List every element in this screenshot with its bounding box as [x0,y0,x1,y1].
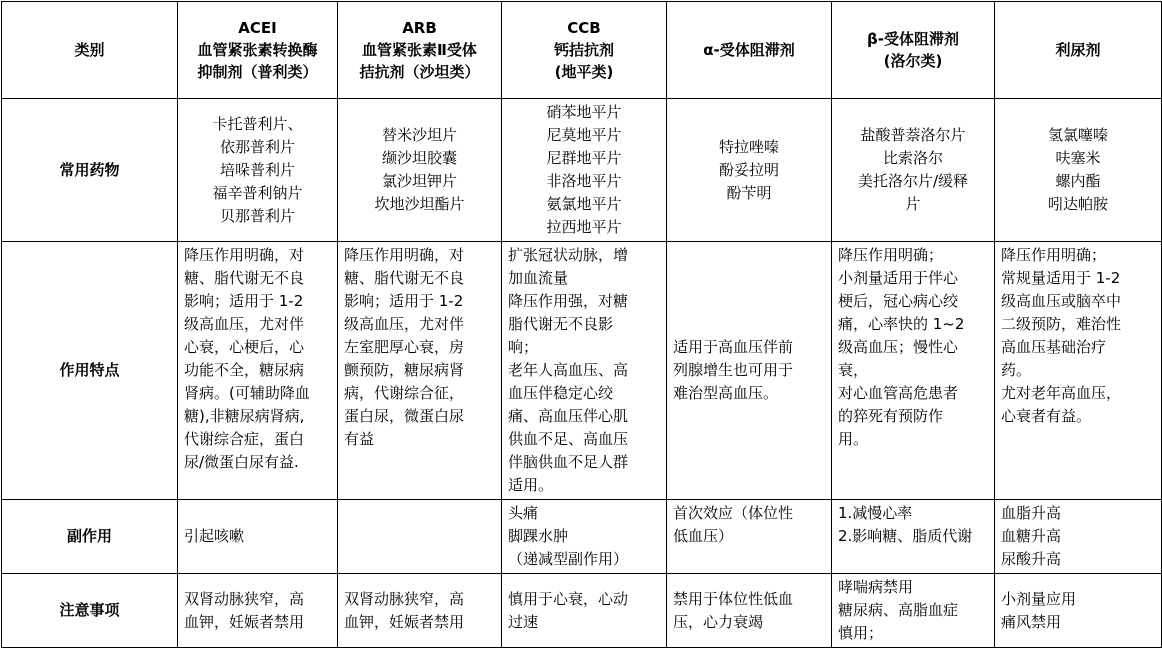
col-header-acei: ACEI 血管紧张素转换酶 抑制剂（普利类） [178,2,338,99]
features-arb: 降压作用明确，对 糖、脂代谢无不良 影响；适用于 1-2 级高血压，尤对伴 左室肥厚心衰，房 颤预防，糖尿病肾 病，代谢综合征， 蛋白尿，微蛋白尿 有益 [338,242,502,500]
precautions-diuretic: 小剂量应用 痛风禁用 [995,574,1162,648]
row-common-drugs [2,99,1162,242]
common-drugs-acei: 卡托普利片、 依那普利片 培哚普利片 福辛普利钠片 贝那普利片 [178,99,338,242]
row-label-common-drugs: 常用药物 [2,99,178,242]
row-side-effects [2,500,1162,574]
header-row [2,2,1162,99]
precautions-acei: 双肾动脉狭窄，高 血钾，妊娠者禁用 [178,574,338,648]
row-features [2,242,1162,500]
side-effects-arb [338,500,502,574]
common-drugs-beta-blocker: 盐酸普萘洛尔片 比索洛尔 美托洛尔片/缓释 片 [832,99,995,242]
common-drugs-diuretic: 氢氯噻嗪 呋塞米 螺内酯 吲达帕胺 [995,99,1162,242]
antihypertensive-drug-table [1,1,1162,648]
row-label-side-effects: 副作用 [2,500,178,574]
category-header: 类别 [2,2,178,99]
common-drugs-arb: 替米沙坦片 缬沙坦胶囊 氯沙坦钾片 坎地沙坦酯片 [338,99,502,242]
side-effects-diuretic: 血脂升高 血糖升高 尿酸升高 [995,500,1162,574]
col-header-arb: ARB 血管紧张素Ⅱ受体 拮抗剂（沙坦类） [338,2,502,99]
row-label-features: 作用特点 [2,242,178,500]
side-effects-acei: 引起咳嗽 [178,500,338,574]
side-effects-beta-blocker: 1.减慢心率 2.影响糖、脂质代谢 [832,500,995,574]
side-effects-ccb: 头痛 脚踝水肿 （递减型副作用） [502,500,667,574]
features-acei: 降压作用明确，对 糖、脂代谢无不良 影响；适用于 1-2 级高血压，尤对伴 心衰，心梗后，心 功能不全，糖尿病 肾病。(可辅助降血 糖),非糖尿病肾病, 代谢综合症，蛋白 尿/微蛋白尿有益. [178,242,338,500]
precautions-ccb: 慎用于心衰，心动 过速 [502,574,667,648]
col-header-diuretic: 利尿剂 [995,2,1162,99]
row-precautions [2,574,1162,648]
features-diuretic: 降压作用明确； 常规量适用于 1-2 级高血压或脑卒中 二级预防，难治性 高血压基础治疗 药。 尤对老年高血压， 心衰者有益。 [995,242,1162,500]
common-drugs-alpha-blocker: 特拉唑嗪 酚妥拉明 酚苄明 [667,99,832,242]
col-header-ccb: CCB 钙拮抗剂 (地平类) [502,2,667,99]
features-ccb: 扩张冠状动脉，增 加血流量 降压作用强，对糖 脂代谢无不良影 响； 老年人高血压、高 血压伴稳定心绞 痛、高血压伴心肌 供血不足、高血压 伴脑供血不足人群 适用。 [502,242,667,500]
col-header-alpha-blocker: α-受体阻滞剂 [667,2,832,99]
row-label-precautions: 注意事项 [2,574,178,648]
common-drugs-ccb: 硝苯地平片 尼莫地平片 尼群地平片 非洛地平片 氨氯地平片 拉西地平片 [502,99,667,242]
side-effects-alpha-blocker: 首次效应（体位性 低血压） [667,500,832,574]
features-beta-blocker: 降压作用明确； 小剂量适用于伴心 梗后，冠心病心绞 痛，心率快的 1~2 级高血压；慢性心 衰， 对心血管高危患者 的猝死有预防作 用。 [832,242,995,500]
precautions-alpha-blocker: 禁用于体位性低血 压，心力衰竭 [667,574,832,648]
features-alpha-blocker: 适用于高血压伴前 列腺增生也可用于 难治型高血压。 [667,242,832,500]
precautions-arb: 双肾动脉狭窄，高 血钾，妊娠者禁用 [338,574,502,648]
precautions-beta-blocker: 哮喘病禁用 糖尿病、高脂血症 慎用； [832,574,995,648]
col-header-beta-blocker: β-受体阻滞剂 (洛尔类) [832,2,995,99]
